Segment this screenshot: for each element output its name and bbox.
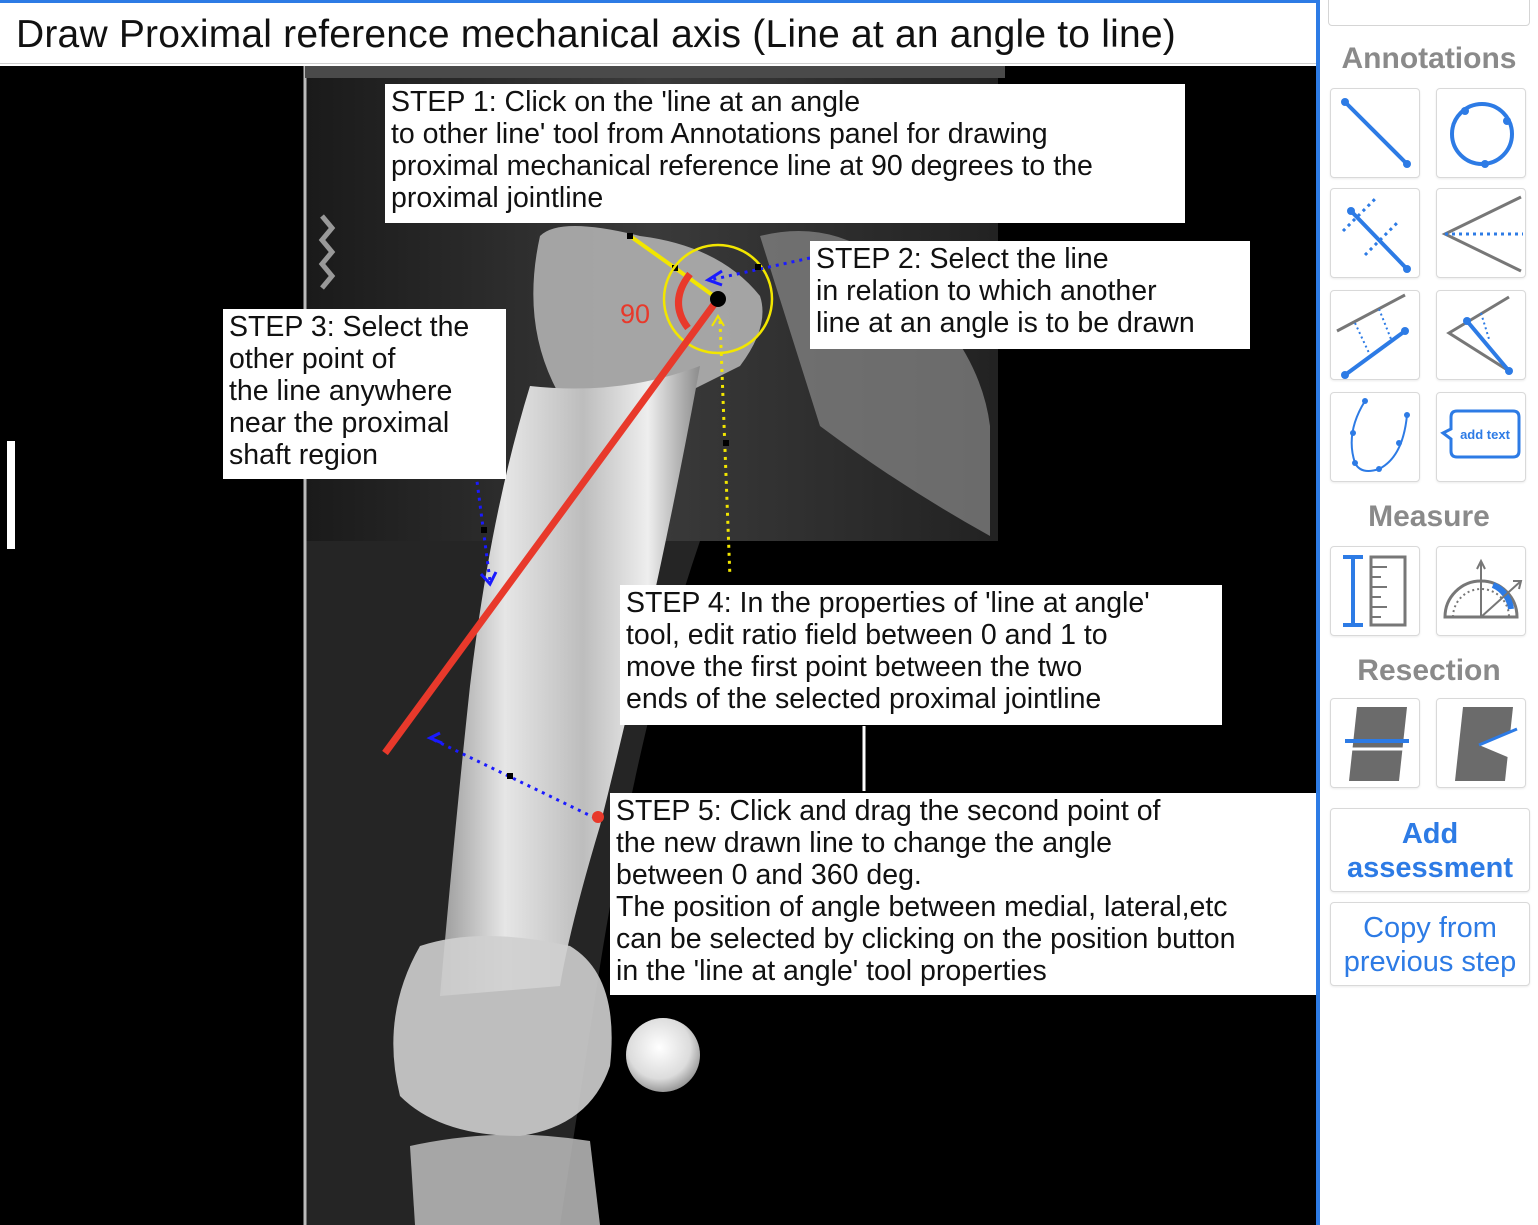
copy-from-previous-label: Copy from previous step [1343, 912, 1517, 978]
add-text-icon [1437, 393, 1527, 483]
step4-callout: STEP 4: In the properties of 'line at angle' tool, edit ratio field between 0 and 1 to move the first point between the two ends of the selected proximal jointline [620, 585, 1222, 725]
line-at-angle-tool-button[interactable] [1436, 290, 1526, 380]
annotations-heading: Annotations [1341, 42, 1517, 75]
tibia [410, 1135, 600, 1225]
svg-text:add text: add text [1460, 427, 1510, 442]
tools-panel [1316, 0, 1538, 1225]
straight-cut-tool-button[interactable] [1330, 698, 1420, 788]
calibration-ball [626, 1018, 700, 1092]
add-text-tool-button[interactable] [1436, 392, 1526, 482]
straight-cut-icon [1331, 699, 1421, 789]
step1-callout: STEP 1: Click on the 'line at an angle to other line' tool from Annotations panel for drawing proximal mechanical reference line at 90 degrees to the proximal jointline [385, 84, 1185, 223]
parallel-lines-icon [1331, 291, 1421, 381]
perpendicular-line-icon [1331, 189, 1421, 279]
step3-callout: STEP 3: Select the other point of the line anywhere near the proximal shaft region [223, 309, 506, 479]
line-tool-button[interactable] [1330, 88, 1420, 178]
line-at-angle-icon [1437, 291, 1527, 381]
add-assessment-button[interactable] [1330, 808, 1530, 892]
circle-tool-button[interactable] [1436, 88, 1526, 178]
ruler-icon [1331, 547, 1421, 637]
xray-viewer[interactable] [0, 66, 1316, 1225]
ruler-tool-button[interactable] [1330, 546, 1420, 636]
angle-icon [1437, 189, 1527, 279]
polyline-icon [1331, 393, 1421, 483]
line-start-point [710, 291, 726, 307]
parallel-tool-button[interactable] [1330, 290, 1420, 380]
step5-callout: STEP 5: Click and drag the second point of the new drawn line to change the angle between 0 and 360 deg. The position of angle between medial, lateral,etc can be selected by clicking on the position button in the 'line at angle' tool properties [610, 793, 1316, 995]
femoral-condyles [393, 936, 611, 1136]
resection-heading: Resection [1357, 654, 1501, 687]
second-point [592, 811, 604, 823]
step2-callout: STEP 2: Select the line in relation to which another line at an angle is to be drawn [810, 241, 1250, 349]
protractor-tool-button[interactable] [1436, 546, 1526, 636]
title-bar [0, 0, 1316, 64]
panel-top-button[interactable] [1328, 0, 1530, 26]
page-title: Draw Proximal reference mechanical axis (Line at an angle to line) [16, 13, 1176, 56]
circle-icon [1437, 89, 1527, 179]
angle-tool-button[interactable] [1436, 188, 1526, 278]
line-icon [1331, 89, 1421, 179]
viewer-scrollbar[interactable] [7, 441, 15, 549]
perpendicular-tool-button[interactable] [1330, 188, 1420, 278]
copy-from-previous-step-button[interactable] [1330, 902, 1530, 986]
wedge-cut-icon [1437, 699, 1527, 789]
angle-label: 90 [620, 299, 651, 329]
measure-heading: Measure [1368, 500, 1490, 533]
wedge-cut-tool-button[interactable] [1436, 698, 1526, 788]
polyline-tool-button[interactable] [1330, 392, 1420, 482]
protractor-icon [1437, 547, 1527, 637]
add-assessment-label: Add assessment [1346, 818, 1514, 884]
